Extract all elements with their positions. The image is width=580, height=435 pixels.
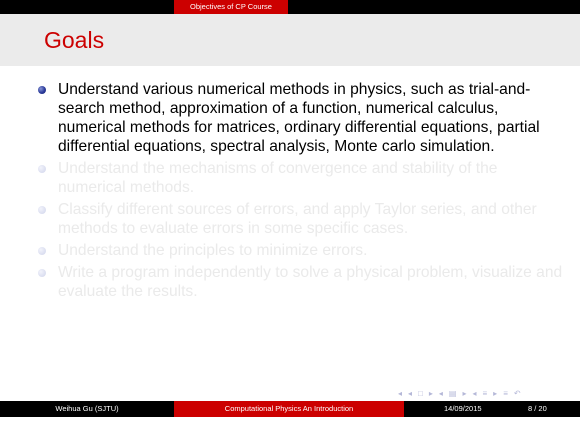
- goal-item: [38, 159, 568, 197]
- bullet-icon: [38, 86, 46, 94]
- footer-bar: [0, 401, 580, 417]
- nav-next-icon[interactable]: ▸: [428, 389, 433, 398]
- nav-section-next-icon[interactable]: ▸: [493, 389, 498, 398]
- frame-title: Goals: [44, 27, 105, 53]
- nav-subsection-prev-icon[interactable]: ◂: [438, 389, 443, 398]
- goal-text: Understand various numerical methods in physics, such as trial-and-search method, approximation of a function, numerical calculus, numerical methods for matrices, ordinary differential equations, partial differential equations, spectral analysis, Monte carlo simulation.: [58, 81, 540, 155]
- beamer-navigation: [398, 389, 521, 398]
- section-title[interactable]: Objectives of CP Course: [174, 0, 288, 14]
- footer-right: [404, 401, 580, 417]
- goal-item: [38, 200, 568, 238]
- footer-date: 14/09/2015: [444, 404, 482, 413]
- nav-align-icon[interactable]: ≡: [503, 389, 508, 398]
- footer-title: Computational Physics An Introduction: [174, 401, 404, 417]
- goal-text: Understand the mechanisms of convergence and stability of the numerical methods.: [58, 160, 498, 196]
- goal-item: [38, 80, 568, 156]
- goals-list: [38, 80, 568, 304]
- nav-subsection-icon[interactable]: ▤: [448, 389, 457, 398]
- nav-subsection-next-icon[interactable]: ▸: [462, 389, 467, 398]
- bullet-icon: [38, 165, 46, 173]
- bullet-icon: [38, 206, 46, 214]
- nav-frame-icon[interactable]: □: [418, 389, 423, 398]
- nav-first-icon[interactable]: ◂: [398, 389, 403, 398]
- footer-author: Weihua Gu (SJTU): [0, 401, 174, 417]
- nav-section-icon[interactable]: ≡: [482, 389, 488, 398]
- bullet-icon: [38, 247, 46, 255]
- goal-item: [38, 263, 568, 301]
- goal-item: [38, 241, 568, 260]
- header-left-segment: [0, 0, 174, 14]
- nav-section-prev-icon[interactable]: ◂: [472, 389, 477, 398]
- goal-text: Classify different sources of errors, and apply Taylor series, and other methods to evaluate errors in some specific cases.: [58, 201, 537, 237]
- goal-text: Understand the principles to minimize errors.: [58, 242, 368, 259]
- footer-page-number: 8 / 20: [528, 404, 547, 413]
- goal-text: Write a program independently to solve a physical problem, visualize and evaluate the results.: [58, 264, 563, 300]
- nav-prev-icon[interactable]: ◂: [408, 389, 413, 398]
- nav-search-icon[interactable]: ↶: [513, 389, 521, 398]
- top-header-bar: [0, 0, 580, 14]
- header-right-segment: [288, 0, 580, 14]
- bullet-icon: [38, 269, 46, 277]
